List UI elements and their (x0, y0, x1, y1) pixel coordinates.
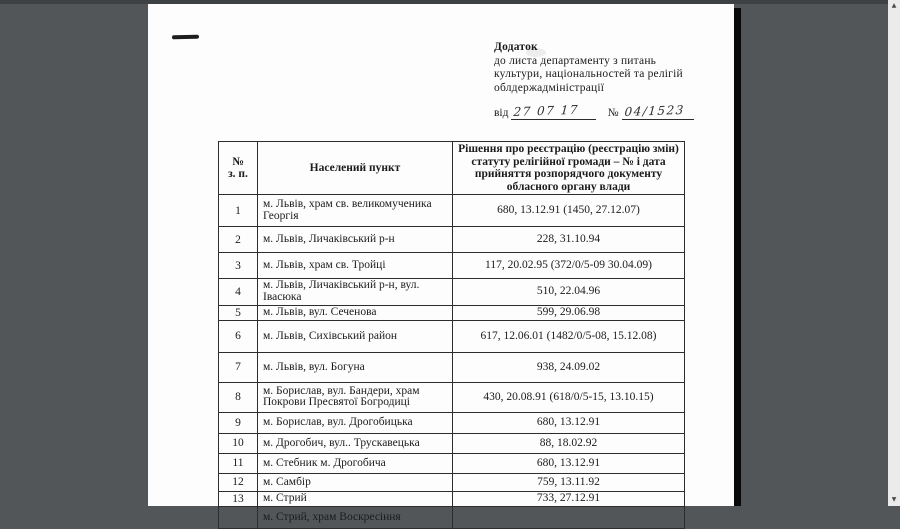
table-row (219, 433, 685, 453)
table-row (219, 352, 685, 382)
doc-number-field (622, 104, 694, 120)
handwritten-dash-mark (172, 35, 199, 40)
place-cell: м. Львів, храм св. Тройці (258, 253, 453, 279)
doc-header-line: культури, національностей та релігій (494, 68, 683, 81)
decision-cell: 228, 31.10.94 (453, 227, 685, 253)
table-row (219, 382, 685, 412)
col-header-num (219, 142, 258, 195)
col-header-place: Населений пункт (258, 142, 453, 195)
table-row (219, 305, 685, 320)
scanned-page-black-edge (734, 8, 741, 506)
table-row (219, 195, 685, 227)
scroll-up-icon[interactable]: ▲ (891, 2, 897, 9)
decision-cell: 733, 27.12.91 (453, 491, 685, 506)
table-row (219, 412, 685, 433)
row-num-cell (219, 506, 258, 528)
number-label: № (607, 107, 619, 119)
row-num-cell: 5 (219, 305, 258, 320)
scrollbar-track[interactable] (888, 0, 900, 506)
table-row (219, 320, 685, 352)
place-cell: м. Львів, вул. Богуна (258, 352, 453, 382)
row-num-cell: 12 (219, 473, 258, 491)
place-cell: м. Борислав, вул. Дрогобицька (258, 412, 453, 433)
decision-cell: 88, 18.02.92 (453, 433, 685, 453)
col-header-num-line1: № (232, 155, 244, 168)
decision-cell: 510, 22.04.96 (453, 279, 685, 306)
place-cell: м. Львів, Личаківський р-н, вул. Івасюка (258, 279, 453, 306)
col-header-decision: Рішення про реєстрацію (реєстрацію змін) статуту релігійної громади – № і дата прийняття розпорядчого документу обласного органу влади (453, 142, 685, 195)
place-cell: м. Львів, вул. Сеченова (258, 305, 453, 320)
row-num-cell: 2 (219, 227, 258, 253)
row-num-cell: 10 (219, 433, 258, 453)
place-cell: м. Самбір (258, 473, 453, 491)
decision-cell: 680, 13.12.91 (453, 453, 685, 473)
row-num-cell: 11 (219, 453, 258, 473)
scroll-down-icon[interactable]: ▼ (891, 496, 897, 503)
place-cell: м. Львів, храм св. великомученика Георгія (258, 195, 453, 227)
row-num-cell: 8 (219, 382, 258, 412)
document-page (148, 4, 734, 523)
row-num-cell: 6 (219, 320, 258, 352)
table-row (219, 453, 685, 473)
row-num-cell: 9 (219, 412, 258, 433)
table-row (219, 491, 685, 506)
row-num-cell: 4 (219, 279, 258, 306)
decision-cell: 759, 13.11.92 (453, 473, 685, 491)
doc-header-line: облдержадміністрації (494, 81, 605, 94)
table-row-partial (219, 506, 685, 528)
decision-cell (453, 506, 685, 528)
row-num-cell: 1 (219, 195, 258, 227)
table-row (219, 473, 685, 491)
doc-header-line: до листа департаменту з питань (494, 54, 657, 67)
from-date-field (511, 104, 595, 120)
row-num-cell: 7 (219, 352, 258, 382)
handwritten-number: 04/1523 (623, 102, 685, 119)
place-cell: м. Дрогобич, вул.. Трускавецька (258, 433, 453, 453)
document-header (494, 41, 724, 95)
handwritten-date: 27 07 17 (513, 102, 580, 119)
table-row (219, 279, 685, 306)
decision-cell: 117, 20.02.95 (372/0/5-09 30.04.09) (453, 253, 685, 279)
place-cell: м. Львів, Личаківський р-н (258, 227, 453, 253)
place-cell: м. Стрий, храм Воскресіння (258, 506, 453, 528)
row-num-cell: 13 (219, 491, 258, 506)
table-row (219, 227, 685, 253)
from-label: від (494, 107, 509, 119)
place-cell: м. Стрий (258, 491, 453, 506)
registration-table (218, 141, 685, 529)
place-cell: м. Стебник м. Дрогобича (258, 453, 453, 473)
decision-cell: 430, 20.08.91 (618/0/5-15, 13.10.15) (453, 382, 685, 412)
doc-title: Додаток (494, 41, 538, 53)
table-header-row (219, 142, 685, 195)
decision-cell: 617, 12.06.01 (1482/0/5-08, 15.12.08) (453, 320, 685, 352)
place-cell: м. Львів, Сихівський район (258, 320, 453, 352)
col-header-num-line2: з. п. (228, 168, 248, 181)
row-num-cell: 3 (219, 253, 258, 279)
table-row (219, 253, 685, 279)
decision-cell: 680, 13.12.91 (453, 412, 685, 433)
place-cell: м. Борислав, вул. Бандери, храм Покрови Пресвятої Богродиці (258, 382, 453, 412)
doc-reference-line (494, 104, 694, 120)
decision-cell: 680, 13.12.91 (1450, 27.12.07) (453, 195, 685, 227)
decision-cell: 599, 29.06.98 (453, 305, 685, 320)
decision-cell: 938, 24.09.02 (453, 352, 685, 382)
